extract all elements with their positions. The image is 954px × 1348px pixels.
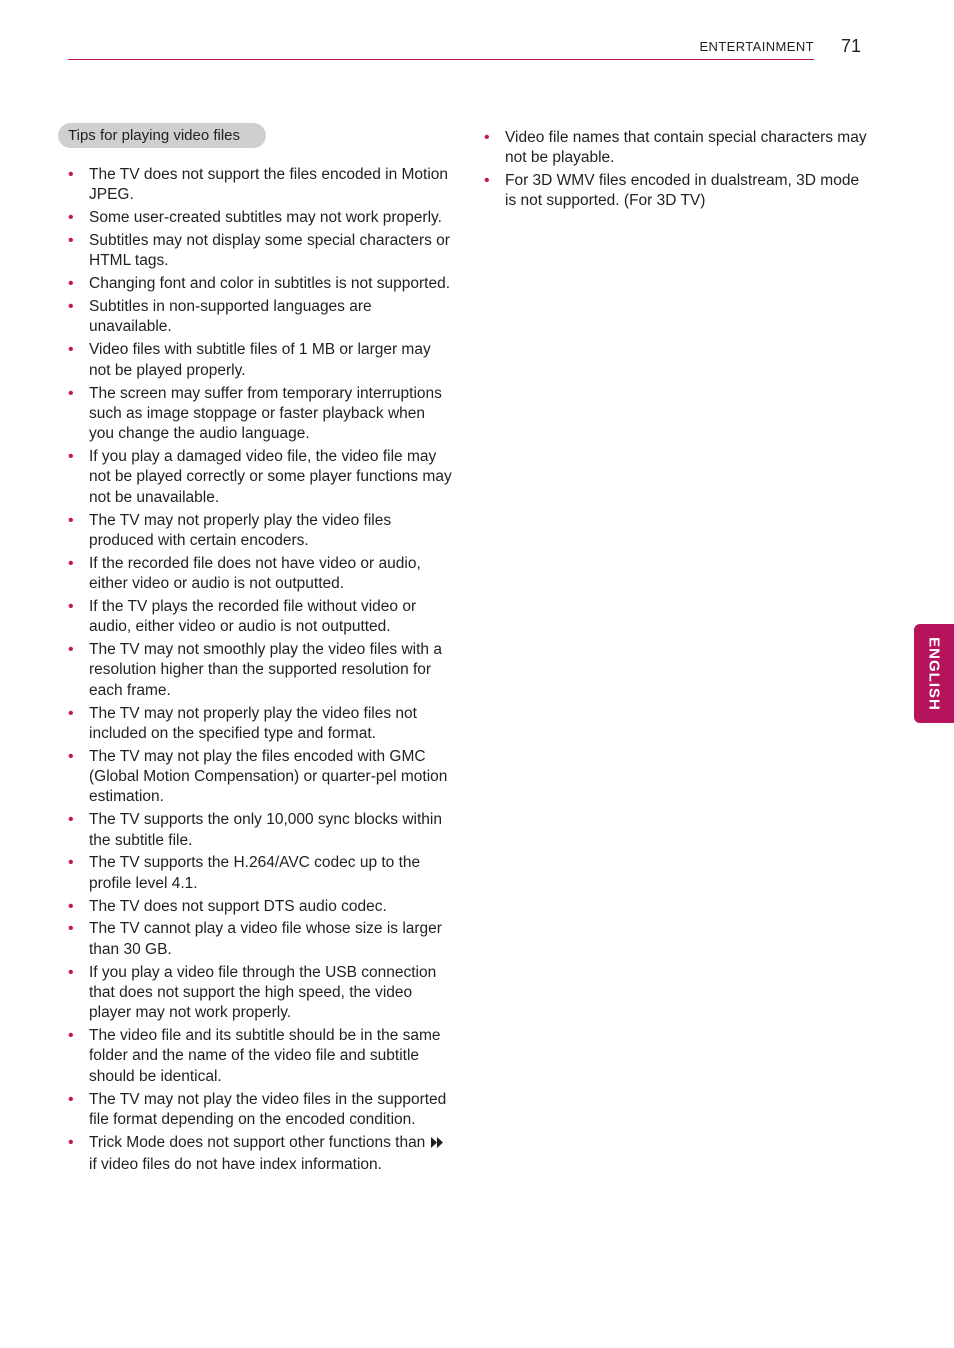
fast-forward-icon	[430, 1135, 444, 1155]
bullet-icon: •	[68, 384, 74, 402]
list-item-text: The TV may not properly play the video files not included on the specified type and format.	[89, 704, 417, 742]
language-tab-label: ENGLISH	[925, 636, 943, 711]
list-item	[68, 963, 452, 1024]
bullet-icon: •	[68, 232, 74, 250]
list-item-text: The TV does not support DTS audio codec.	[89, 897, 387, 915]
list-item-text: Video file names that contain special characters may not be playable.	[505, 129, 867, 167]
bullet-icon: •	[68, 811, 74, 829]
list-item	[68, 447, 452, 508]
list-item	[68, 1090, 452, 1131]
list-item	[68, 511, 452, 552]
list-item	[68, 1026, 452, 1087]
list-item-text: Some user-created subtitles may not work properly.	[89, 209, 442, 227]
list-item	[68, 853, 452, 894]
bullet-icon: •	[68, 511, 74, 529]
list-item	[68, 597, 452, 638]
list-item-text: The TV may not smoothly play the video files with a resolution higher than the supported resolution for each frame.	[89, 641, 442, 699]
section-title: ENTERTAINMENT	[699, 39, 814, 54]
list-item-text: If you play a damaged video file, the video file may not be played correctly or some player functions may not be unavailable.	[89, 448, 452, 506]
list-item	[68, 274, 452, 294]
list-item-text: Video files with subtitle files of 1 MB or larger may not be played properly.	[89, 341, 431, 379]
list-item	[68, 231, 452, 272]
page-number: 71	[841, 36, 862, 56]
list-item-text: The TV does not support the files encoded in Motion JPEG.	[89, 166, 449, 204]
list-item	[68, 165, 452, 206]
list-item-text: The TV may not play the video files in the supported file format depending on the encoded condition.	[89, 1090, 447, 1128]
list-item-text: The TV cannot play a video file whose size is larger than 30 GB.	[89, 920, 442, 958]
list-item	[68, 704, 452, 745]
list-item-text: The TV supports the H.264/AVC codec up to the profile level 4.1.	[89, 854, 421, 892]
bullet-icon: •	[68, 920, 74, 938]
list-item	[68, 919, 452, 960]
list-item-text: For 3D WMV files encoded in dualstream, 3D mode is not supported. (For 3D TV)	[505, 172, 860, 210]
list-item-text: if video files do not have index information.	[89, 1156, 382, 1174]
list-item-text: Trick Mode does not support other functions than	[89, 1133, 426, 1151]
tips-list-left	[68, 165, 452, 1178]
language-tab	[914, 624, 954, 723]
list-item	[68, 897, 452, 917]
bullet-icon: •	[68, 209, 74, 227]
bullet-icon: •	[68, 747, 74, 765]
list-item-text: If you play a video file through the USB connection that does not support the high speed, the video player may not work properly.	[89, 963, 437, 1022]
bullet-icon: •	[68, 1027, 74, 1045]
bullet-icon: •	[68, 897, 74, 915]
bullet-icon: •	[68, 448, 74, 466]
list-item	[68, 554, 452, 595]
bullet-icon: •	[68, 641, 74, 659]
list-item-text: If the recorded file does not have video or audio, either video or audio is not outputted.	[89, 554, 421, 592]
tips-list-right	[484, 128, 868, 214]
list-item-text: Subtitles in non-supported languages are unavailable.	[89, 298, 372, 336]
list-item	[68, 340, 452, 381]
list-item	[484, 128, 868, 169]
bullet-icon: •	[68, 963, 74, 981]
list-item-text: Subtitles may not display some special characters or HTML tags.	[89, 232, 450, 270]
list-item	[68, 297, 452, 338]
bullet-icon: •	[68, 554, 74, 572]
bullet-icon: •	[68, 275, 74, 293]
list-item-text: The TV may not play the files encoded with GMC (Global Motion Compensation) or quarter-pel motion estimation.	[89, 747, 448, 806]
list-item-text: The TV supports the only 10,000 sync blocks within the subtitle file.	[89, 811, 442, 849]
bullet-icon: •	[68, 166, 74, 183]
bullet-icon: •	[68, 1090, 74, 1108]
list-item	[68, 640, 452, 701]
header-divider	[68, 59, 814, 60]
list-item	[68, 384, 452, 445]
list-item-text: The TV may not properly play the video files produced with certain encoders.	[89, 511, 392, 549]
list-item-text: The video file and its subtitle should be in the same folder and the name of the video file and subtitle should be identical.	[89, 1027, 441, 1085]
bullet-icon: •	[68, 854, 74, 872]
list-item-text: Changing font and color in subtitles is not supported.	[89, 275, 451, 293]
bullet-icon: •	[68, 704, 74, 722]
bullet-icon: •	[68, 1133, 74, 1151]
list-item	[68, 747, 452, 808]
list-item-text: If the TV plays the recorded file without video or audio, either video or audio is not outputted.	[89, 597, 417, 636]
bullet-icon: •	[68, 597, 74, 615]
list-item	[484, 171, 868, 212]
tips-heading: Tips for playing video files	[58, 123, 266, 148]
bullet-icon: •	[68, 341, 74, 359]
list-item	[68, 810, 452, 851]
bullet-icon: •	[484, 129, 490, 146]
list-item	[68, 1133, 452, 1176]
bullet-icon: •	[484, 172, 490, 190]
bullet-icon: •	[68, 298, 74, 316]
list-item	[68, 208, 452, 228]
list-item-text: The screen may suffer from temporary interruptions such as image stoppage or faster playback when you change the audio language.	[89, 384, 442, 443]
